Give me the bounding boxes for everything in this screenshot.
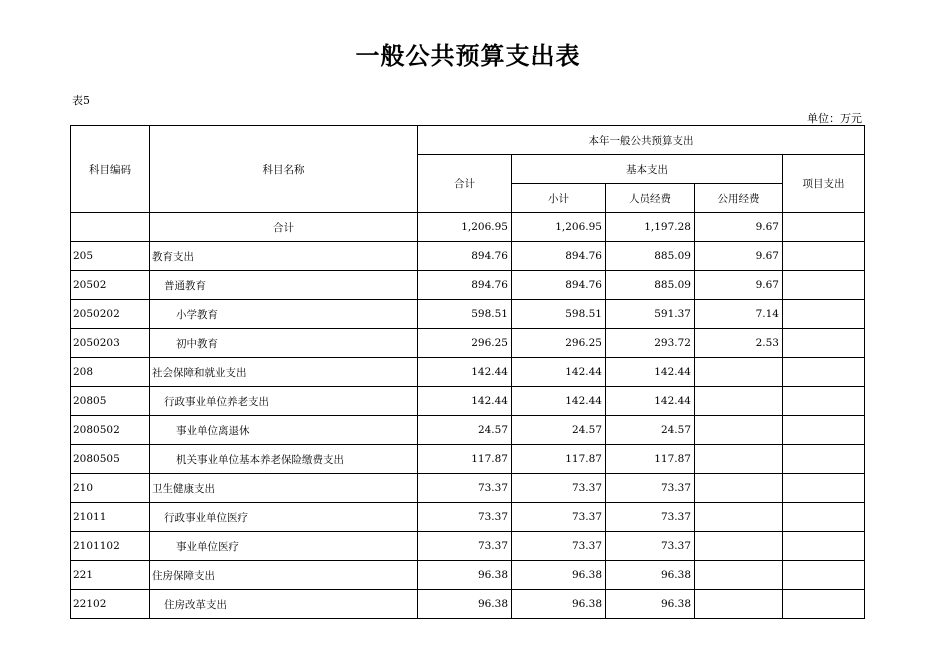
cell-name: 教育支出	[150, 242, 418, 271]
cell-name: 初中教育	[150, 329, 418, 358]
unit-label: 单位：万元	[807, 112, 862, 125]
cell-code: 21011	[71, 503, 150, 532]
cell-public	[695, 358, 783, 387]
table-row	[71, 242, 865, 271]
cell-subtotal: 24.57	[512, 416, 606, 445]
header-total: 合计	[418, 155, 512, 213]
cell-personnel: 885.09	[606, 242, 695, 271]
cell-project	[783, 387, 865, 416]
total-subtotal: 1,206.95	[512, 213, 606, 242]
cell-public	[695, 416, 783, 445]
cell-project	[783, 329, 865, 358]
cell-project	[783, 358, 865, 387]
cell-personnel: 73.37	[606, 532, 695, 561]
total-row	[71, 213, 865, 242]
cell-name: 普通教育	[150, 271, 418, 300]
cell-personnel: 73.37	[606, 474, 695, 503]
cell-code: 2101102	[71, 532, 150, 561]
total-total: 1,206.95	[418, 213, 512, 242]
cell-project	[783, 445, 865, 474]
cell-project	[783, 474, 865, 503]
header-current-year: 本年一般公共预算支出	[418, 126, 865, 155]
table-row	[71, 561, 865, 590]
cell-subtotal: 73.37	[512, 474, 606, 503]
cell-project	[783, 590, 865, 619]
cell-project	[783, 503, 865, 532]
total-personnel: 1,197.28	[606, 213, 695, 242]
header-row-1	[71, 126, 865, 155]
table-row	[71, 416, 865, 445]
cell-code: 2080502	[71, 416, 150, 445]
cell-total: 894.76	[418, 271, 512, 300]
cell-personnel: 142.44	[606, 387, 695, 416]
cell-project	[783, 271, 865, 300]
table-row	[71, 532, 865, 561]
cell-personnel: 885.09	[606, 271, 695, 300]
cell-project	[783, 532, 865, 561]
header-basic: 基本支出	[512, 155, 783, 184]
cell-public	[695, 532, 783, 561]
cell-name: 行政事业单位养老支出	[150, 387, 418, 416]
cell-public	[695, 503, 783, 532]
table-row	[71, 474, 865, 503]
total-label: 合计	[150, 213, 418, 242]
cell-code: 20502	[71, 271, 150, 300]
table-row	[71, 387, 865, 416]
cell-code: 2080505	[71, 445, 150, 474]
cell-code: 221	[71, 561, 150, 590]
cell-total: 96.38	[418, 561, 512, 590]
cell-code: 205	[71, 242, 150, 271]
cell-personnel: 24.57	[606, 416, 695, 445]
cell-code: 210	[71, 474, 150, 503]
cell-code: 22102	[71, 590, 150, 619]
cell-total: 142.44	[418, 358, 512, 387]
cell-name: 机关事业单位基本养老保险缴费支出	[150, 445, 418, 474]
cell-code: 20805	[71, 387, 150, 416]
cell-project	[783, 242, 865, 271]
cell-subtotal: 96.38	[512, 561, 606, 590]
cell-total: 24.57	[418, 416, 512, 445]
cell-public	[695, 590, 783, 619]
cell-personnel: 96.38	[606, 590, 695, 619]
table-number: 表5	[72, 94, 90, 107]
cell-project	[783, 300, 865, 329]
cell-total: 296.25	[418, 329, 512, 358]
header-public: 公用经费	[695, 184, 783, 213]
cell-public: 7.14	[695, 300, 783, 329]
cell-name: 住房保障支出	[150, 561, 418, 590]
cell-subtotal: 117.87	[512, 445, 606, 474]
cell-personnel: 591.37	[606, 300, 695, 329]
cell-name: 事业单位医疗	[150, 532, 418, 561]
cell-subtotal: 296.25	[512, 329, 606, 358]
cell-public	[695, 561, 783, 590]
cell-public	[695, 445, 783, 474]
cell-code: 2050202	[71, 300, 150, 329]
cell-code: 208	[71, 358, 150, 387]
cell-project	[783, 561, 865, 590]
header-project: 项目支出	[783, 155, 865, 213]
table-row	[71, 590, 865, 619]
cell-personnel: 117.87	[606, 445, 695, 474]
cell-name: 住房改革支出	[150, 590, 418, 619]
cell-project	[783, 416, 865, 445]
cell-public: 2.53	[695, 329, 783, 358]
page-title: 一般公共预算支出表	[355, 41, 581, 70]
cell-name: 行政事业单位医疗	[150, 503, 418, 532]
cell-subtotal: 73.37	[512, 503, 606, 532]
cell-subtotal: 73.37	[512, 532, 606, 561]
cell-public	[695, 387, 783, 416]
cell-total: 117.87	[418, 445, 512, 474]
table-row	[71, 445, 865, 474]
cell-name: 小学教育	[150, 300, 418, 329]
table-row	[71, 503, 865, 532]
total-public: 9.67	[695, 213, 783, 242]
header-name: 科目名称	[150, 126, 418, 213]
table-row	[71, 329, 865, 358]
cell-code: 2050203	[71, 329, 150, 358]
cell-public: 9.67	[695, 271, 783, 300]
cell-name: 事业单位离退休	[150, 416, 418, 445]
cell-total: 73.37	[418, 474, 512, 503]
cell-name: 卫生健康支出	[150, 474, 418, 503]
cell-personnel: 142.44	[606, 358, 695, 387]
header-personnel: 人员经费	[606, 184, 695, 213]
table-row	[71, 358, 865, 387]
budget-table	[70, 125, 865, 619]
cell-subtotal: 96.38	[512, 590, 606, 619]
header-code: 科目编码	[71, 126, 150, 213]
cell-personnel: 293.72	[606, 329, 695, 358]
cell-public: 9.67	[695, 242, 783, 271]
header-subtotal: 小计	[512, 184, 606, 213]
cell-total: 73.37	[418, 503, 512, 532]
cell-subtotal: 894.76	[512, 242, 606, 271]
cell-name: 社会保障和就业支出	[150, 358, 418, 387]
total-code-cell	[71, 213, 150, 242]
cell-subtotal: 894.76	[512, 271, 606, 300]
cell-total: 142.44	[418, 387, 512, 416]
cell-subtotal: 598.51	[512, 300, 606, 329]
cell-total: 894.76	[418, 242, 512, 271]
cell-personnel: 73.37	[606, 503, 695, 532]
cell-personnel: 96.38	[606, 561, 695, 590]
cell-subtotal: 142.44	[512, 387, 606, 416]
cell-public	[695, 474, 783, 503]
cell-total: 73.37	[418, 532, 512, 561]
cell-total: 96.38	[418, 590, 512, 619]
cell-subtotal: 142.44	[512, 358, 606, 387]
table-row	[71, 300, 865, 329]
cell-total: 598.51	[418, 300, 512, 329]
table-row	[71, 271, 865, 300]
total-project	[783, 213, 865, 242]
